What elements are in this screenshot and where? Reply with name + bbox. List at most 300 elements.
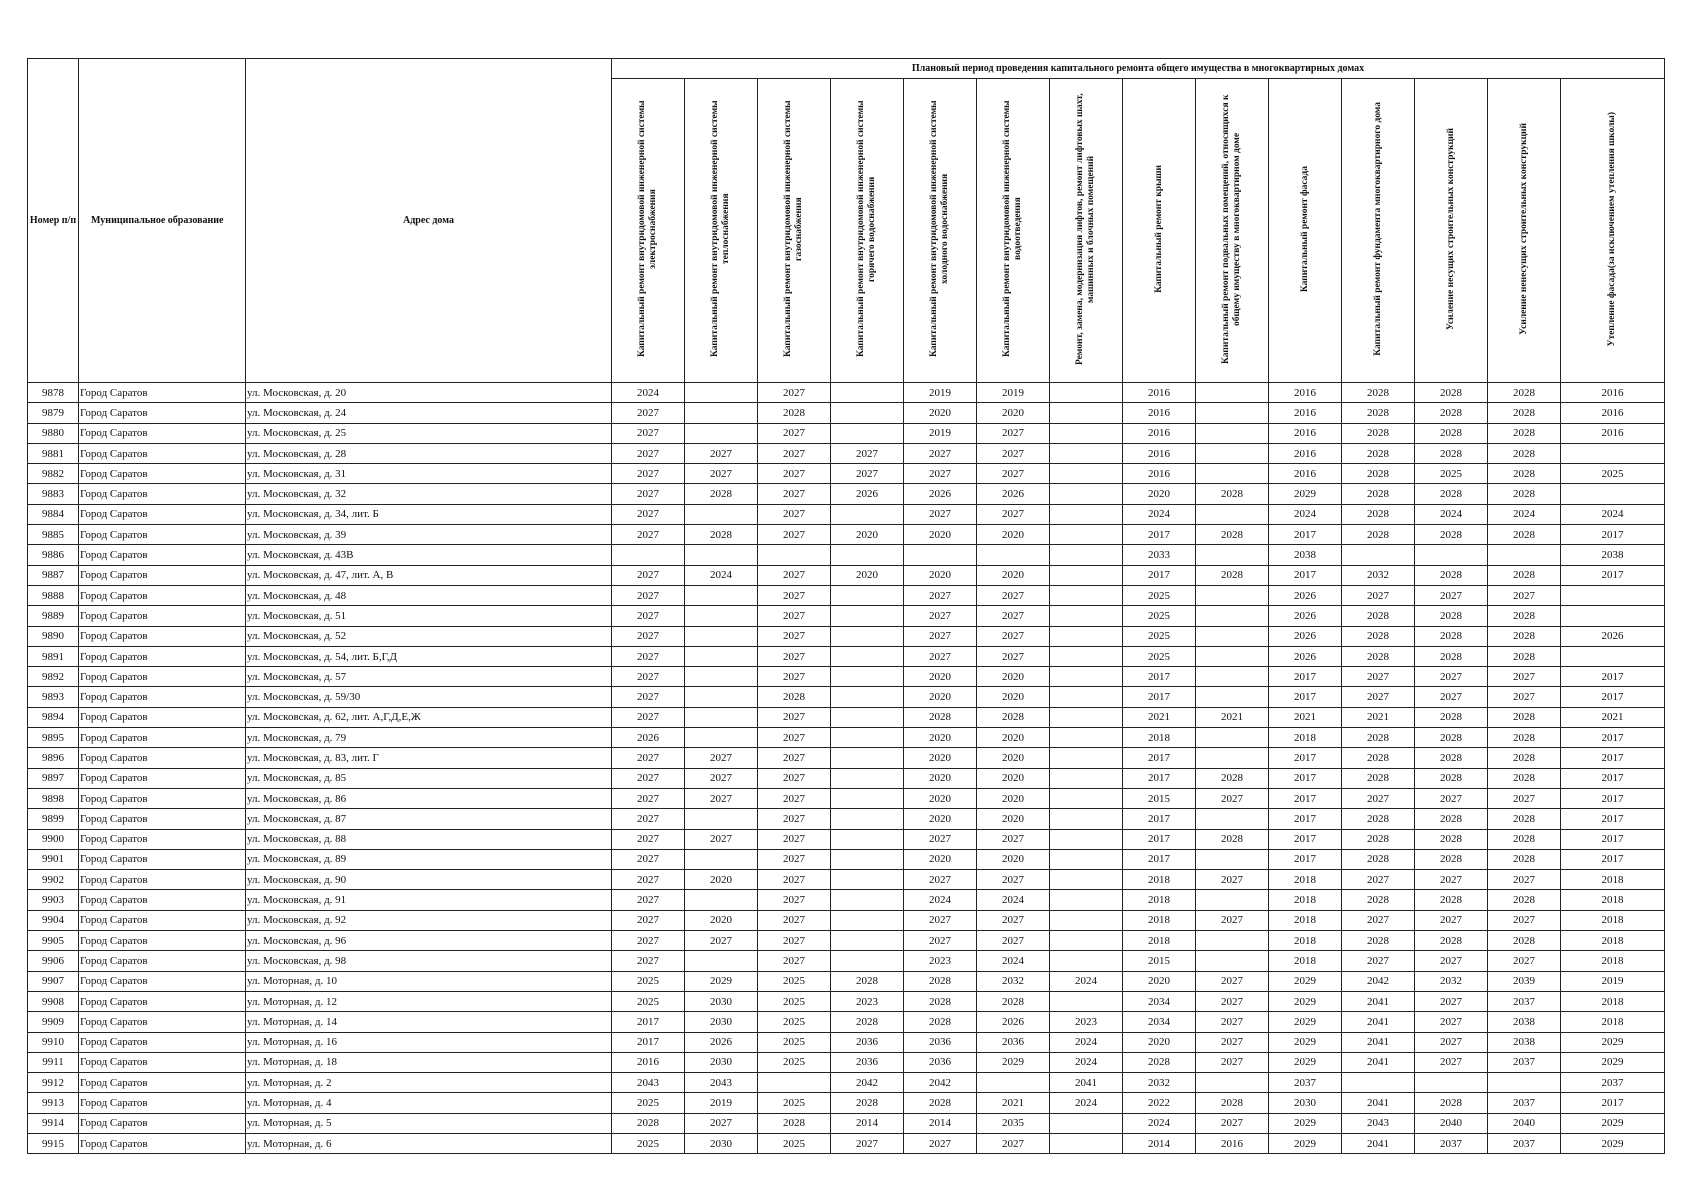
cell-year-5: 2020 (904, 768, 977, 788)
cell-address: ул. Московская, д. 57 (246, 667, 612, 687)
cell-year-4: 2020 (831, 565, 904, 585)
header-work-2 (685, 79, 758, 383)
cell-year-8: 2017 (1123, 809, 1196, 829)
header-work-label: Капитальный ремонт внутридомовой инженерной системы холодного водоснабжения (929, 100, 950, 358)
cell-address: ул. Московская, д. 47, лит. А, В (246, 565, 612, 585)
cell-number: 9906 (28, 951, 79, 971)
cell-year-5: 2024 (904, 890, 977, 910)
cell-address: ул. Моторная, д. 2 (246, 1073, 612, 1093)
cell-year-8: 2021 (1123, 707, 1196, 727)
cell-year-7 (1050, 707, 1123, 727)
cell-year-9 (1196, 464, 1269, 484)
cell-year-8: 2017 (1123, 748, 1196, 768)
cell-year-7 (1050, 809, 1123, 829)
cell-year-1: 2027 (612, 707, 685, 727)
cell-year-11: 2027 (1342, 687, 1415, 707)
cell-year-11: 2028 (1342, 931, 1415, 951)
cell-year-8: 2018 (1123, 931, 1196, 951)
cell-year-11: 2027 (1342, 667, 1415, 687)
cell-municipality: Город Саратов (79, 687, 246, 707)
cell-year-13: 2028 (1488, 809, 1561, 829)
cell-year-13: 2027 (1488, 585, 1561, 605)
cell-year-12: 2028 (1415, 423, 1488, 443)
header-work-5 (904, 79, 977, 383)
cell-year-3: 2027 (758, 464, 831, 484)
cell-year-13: 2027 (1488, 951, 1561, 971)
cell-year-13: 2028 (1488, 748, 1561, 768)
cell-year-6: 2027 (977, 870, 1050, 890)
cell-year-9 (1196, 667, 1269, 687)
cell-year-7 (1050, 748, 1123, 768)
cell-year-2 (685, 890, 758, 910)
cell-year-6: 2026 (977, 484, 1050, 504)
cell-year-10: 2016 (1269, 383, 1342, 403)
cell-year-6: 2020 (977, 768, 1050, 788)
cell-year-14: 2029 (1561, 1032, 1665, 1052)
cell-year-10: 2029 (1269, 1113, 1342, 1133)
table-row (28, 585, 1665, 605)
cell-year-7 (1050, 991, 1123, 1011)
cell-year-9 (1196, 809, 1269, 829)
cell-year-7 (1050, 626, 1123, 646)
table-row (28, 1032, 1665, 1052)
cell-year-7: 2024 (1050, 1052, 1123, 1072)
table-row (28, 606, 1665, 626)
cell-year-2 (685, 687, 758, 707)
cell-year-10: 2016 (1269, 464, 1342, 484)
cell-year-1: 2027 (612, 951, 685, 971)
cell-year-13: 2028 (1488, 707, 1561, 727)
cell-year-2: 2027 (685, 931, 758, 951)
cell-year-13: 2028 (1488, 849, 1561, 869)
cell-number: 9891 (28, 646, 79, 666)
cell-municipality: Город Саратов (79, 383, 246, 403)
cell-year-3: 2027 (758, 646, 831, 666)
cell-year-13: 2028 (1488, 525, 1561, 545)
cell-year-12: 2028 (1415, 1093, 1488, 1113)
cell-year-2 (685, 403, 758, 423)
cell-year-9: 2027 (1196, 991, 1269, 1011)
cell-year-9: 2028 (1196, 525, 1269, 545)
cell-number: 9880 (28, 423, 79, 443)
cell-year-11: 2041 (1342, 1052, 1415, 1072)
cell-year-10: 2029 (1269, 991, 1342, 1011)
cell-year-11: 2028 (1342, 443, 1415, 463)
cell-municipality: Город Саратов (79, 991, 246, 1011)
cell-year-2 (685, 809, 758, 829)
cell-year-4 (831, 849, 904, 869)
cell-year-5: 2027 (904, 443, 977, 463)
cell-year-1: 2027 (612, 464, 685, 484)
cell-year-5: 2019 (904, 423, 977, 443)
cell-year-10: 2021 (1269, 707, 1342, 727)
cell-year-14: 2016 (1561, 423, 1665, 443)
cell-year-10: 2026 (1269, 606, 1342, 626)
cell-number: 9895 (28, 728, 79, 748)
cell-year-3: 2025 (758, 1052, 831, 1072)
cell-year-13: 2037 (1488, 1133, 1561, 1153)
cell-year-9: 2028 (1196, 768, 1269, 788)
cell-municipality: Город Саратов (79, 585, 246, 605)
cell-year-13 (1488, 1073, 1561, 1093)
cell-year-9: 2027 (1196, 788, 1269, 808)
cell-year-1: 2027 (612, 809, 685, 829)
cell-address: ул. Московская, д. 32 (246, 484, 612, 504)
cell-year-7 (1050, 565, 1123, 585)
cell-year-11: 2028 (1342, 768, 1415, 788)
cell-year-5: 2028 (904, 1093, 977, 1113)
cell-year-14: 2018 (1561, 951, 1665, 971)
cell-address: ул. Московская, д. 98 (246, 951, 612, 971)
cell-year-14 (1561, 585, 1665, 605)
cell-year-2: 2030 (685, 1133, 758, 1153)
cell-year-4 (831, 504, 904, 524)
cell-year-12: 2028 (1415, 443, 1488, 463)
cell-year-14: 2026 (1561, 626, 1665, 646)
cell-year-14: 2029 (1561, 1052, 1665, 1072)
table-row (28, 1133, 1665, 1153)
cell-address: ул. Московская, д. 54, лит. Б,Г,Д (246, 646, 612, 666)
cell-year-2 (685, 728, 758, 748)
cell-year-9 (1196, 504, 1269, 524)
table-row (28, 626, 1665, 646)
cell-year-9: 2021 (1196, 707, 1269, 727)
cell-year-1: 2027 (612, 910, 685, 930)
cell-year-1: 2025 (612, 1093, 685, 1113)
cell-municipality: Город Саратов (79, 728, 246, 748)
table-row (28, 525, 1665, 545)
cell-year-6: 2020 (977, 667, 1050, 687)
cell-year-6: 2020 (977, 809, 1050, 829)
cell-municipality: Город Саратов (79, 707, 246, 727)
cell-year-12: 2028 (1415, 525, 1488, 545)
cell-year-13: 2027 (1488, 687, 1561, 707)
header-work-4 (831, 79, 904, 383)
cell-year-11: 2028 (1342, 484, 1415, 504)
cell-year-7 (1050, 870, 1123, 890)
cell-number: 9879 (28, 403, 79, 423)
cell-year-12: 2027 (1415, 951, 1488, 971)
cell-year-8: 2022 (1123, 1093, 1196, 1113)
cell-year-8: 2015 (1123, 788, 1196, 808)
cell-year-10: 2038 (1269, 545, 1342, 565)
cell-year-12: 2040 (1415, 1113, 1488, 1133)
cell-year-10: 2026 (1269, 626, 1342, 646)
cell-year-10: 2026 (1269, 585, 1342, 605)
cell-year-4 (831, 788, 904, 808)
cell-year-8: 2020 (1123, 484, 1196, 504)
cell-year-8: 2025 (1123, 646, 1196, 666)
cell-year-13: 2040 (1488, 1113, 1561, 1133)
cell-year-12: 2027 (1415, 585, 1488, 605)
cell-year-5: 2020 (904, 748, 977, 768)
cell-year-13: 2028 (1488, 890, 1561, 910)
cell-year-2 (685, 707, 758, 727)
cell-year-5: 2027 (904, 464, 977, 484)
cell-year-7 (1050, 646, 1123, 666)
cell-year-7 (1050, 484, 1123, 504)
header-work-8 (1123, 79, 1196, 383)
cell-year-4 (831, 626, 904, 646)
cell-year-10: 2016 (1269, 403, 1342, 423)
cell-year-7: 2024 (1050, 971, 1123, 991)
cell-municipality: Город Саратов (79, 1073, 246, 1093)
cell-number: 9882 (28, 464, 79, 484)
header-work-label: Капитальный ремонт внутридомовой инженерной системы электроснабжения (637, 100, 658, 358)
cell-year-9: 2027 (1196, 870, 1269, 890)
cell-year-11: 2028 (1342, 504, 1415, 524)
cell-year-9: 2016 (1196, 1133, 1269, 1153)
cell-year-13: 2038 (1488, 1012, 1561, 1032)
cell-year-11: 2027 (1342, 951, 1415, 971)
cell-year-13: 2028 (1488, 423, 1561, 443)
header-municipality: Муниципальное образование (79, 59, 246, 383)
table-row (28, 383, 1665, 403)
cell-year-3: 2027 (758, 383, 831, 403)
cell-municipality: Город Саратов (79, 443, 246, 463)
cell-year-14: 2018 (1561, 910, 1665, 930)
cell-year-7 (1050, 585, 1123, 605)
cell-year-11: 2027 (1342, 788, 1415, 808)
cell-municipality: Город Саратов (79, 910, 246, 930)
cell-year-2 (685, 606, 758, 626)
header-work-11 (1342, 79, 1415, 383)
cell-year-13 (1488, 545, 1561, 565)
cell-year-14: 2037 (1561, 1073, 1665, 1093)
cell-year-12: 2027 (1415, 910, 1488, 930)
cell-address: ул. Московская, д. 89 (246, 849, 612, 869)
header-work-label: Капитальный ремонт внутридомовой инженерной системы теплоснабжения (710, 100, 731, 358)
cell-year-4: 2036 (831, 1052, 904, 1072)
cell-year-6: 2027 (977, 1133, 1050, 1153)
table-row (28, 484, 1665, 504)
cell-municipality: Город Саратов (79, 464, 246, 484)
cell-municipality: Город Саратов (79, 525, 246, 545)
cell-year-1: 2027 (612, 849, 685, 869)
cell-year-8: 2016 (1123, 403, 1196, 423)
cell-year-3: 2025 (758, 991, 831, 1011)
cell-year-7 (1050, 931, 1123, 951)
cell-year-8: 2017 (1123, 525, 1196, 545)
cell-year-10: 2017 (1269, 565, 1342, 585)
cell-year-8: 2015 (1123, 951, 1196, 971)
cell-year-4 (831, 545, 904, 565)
cell-year-13: 2028 (1488, 383, 1561, 403)
cell-year-14: 2017 (1561, 1093, 1665, 1113)
cell-municipality: Город Саратов (79, 423, 246, 443)
cell-year-10: 2029 (1269, 1032, 1342, 1052)
cell-number: 9914 (28, 1113, 79, 1133)
cell-year-3: 2027 (758, 667, 831, 687)
cell-year-3: 2027 (758, 504, 831, 524)
cell-year-6: 2027 (977, 464, 1050, 484)
cell-year-2 (685, 383, 758, 403)
cell-address: ул. Моторная, д. 16 (246, 1032, 612, 1052)
cell-address: ул. Московская, д. 83, лит. Г (246, 748, 612, 768)
cell-year-14 (1561, 443, 1665, 463)
cell-year-9 (1196, 728, 1269, 748)
cell-year-4 (831, 707, 904, 727)
cell-year-7 (1050, 910, 1123, 930)
cell-year-13: 2039 (1488, 971, 1561, 991)
cell-year-1: 2027 (612, 484, 685, 504)
table-row (28, 991, 1665, 1011)
cell-year-9: 2028 (1196, 1093, 1269, 1113)
cell-year-2: 2030 (685, 991, 758, 1011)
cell-year-2: 2028 (685, 525, 758, 545)
cell-year-6: 2036 (977, 1032, 1050, 1052)
cell-year-11: 2021 (1342, 707, 1415, 727)
cell-year-5: 2027 (904, 646, 977, 666)
cell-year-1: 2017 (612, 1012, 685, 1032)
cell-year-11: 2028 (1342, 606, 1415, 626)
header-period-group: Плановый период проведения капитального ремонта общего имущества в многоквартирных домах (612, 59, 1665, 79)
cell-year-1: 2027 (612, 646, 685, 666)
cell-year-14: 2018 (1561, 991, 1665, 1011)
cell-year-9: 2028 (1196, 829, 1269, 849)
cell-year-9: 2027 (1196, 1052, 1269, 1072)
cell-year-11: 2028 (1342, 748, 1415, 768)
cell-year-10: 2016 (1269, 443, 1342, 463)
cell-year-7: 2023 (1050, 1012, 1123, 1032)
header-work-label: Усиление несущих строительных конструкций (1445, 127, 1456, 331)
cell-year-14: 2017 (1561, 829, 1665, 849)
cell-year-8: 2016 (1123, 443, 1196, 463)
cell-year-10: 2024 (1269, 504, 1342, 524)
cell-year-2 (685, 504, 758, 524)
cell-year-8: 2017 (1123, 829, 1196, 849)
cell-year-12: 2028 (1415, 849, 1488, 869)
cell-year-1: 2027 (612, 525, 685, 545)
cell-year-11: 2028 (1342, 809, 1415, 829)
cell-year-8: 2016 (1123, 423, 1196, 443)
cell-address: ул. Московская, д. 51 (246, 606, 612, 626)
cell-year-12: 2027 (1415, 1052, 1488, 1072)
cell-year-13: 2028 (1488, 606, 1561, 626)
cell-year-14: 2038 (1561, 545, 1665, 565)
cell-year-12: 2028 (1415, 626, 1488, 646)
cell-year-5: 2036 (904, 1032, 977, 1052)
cell-year-8: 2034 (1123, 1012, 1196, 1032)
cell-municipality: Город Саратов (79, 1012, 246, 1032)
cell-year-13: 2037 (1488, 1093, 1561, 1113)
cell-year-9 (1196, 646, 1269, 666)
cell-year-3: 2028 (758, 687, 831, 707)
cell-address: ул. Московская, д. 92 (246, 910, 612, 930)
cell-year-5: 2028 (904, 707, 977, 727)
cell-year-11: 2027 (1342, 910, 1415, 930)
cell-year-13: 2028 (1488, 768, 1561, 788)
cell-year-7: 2024 (1050, 1032, 1123, 1052)
cell-year-14 (1561, 606, 1665, 626)
cell-year-13: 2038 (1488, 1032, 1561, 1052)
cell-year-2 (685, 626, 758, 646)
cell-year-4 (831, 870, 904, 890)
header-work-13 (1488, 79, 1561, 383)
cell-year-9 (1196, 403, 1269, 423)
cell-municipality: Город Саратов (79, 1133, 246, 1153)
cell-year-10: 2018 (1269, 951, 1342, 971)
table-row (28, 707, 1665, 727)
cell-year-6: 2020 (977, 687, 1050, 707)
cell-year-4: 2027 (831, 443, 904, 463)
cell-year-1: 2027 (612, 788, 685, 808)
cell-year-10: 2018 (1269, 870, 1342, 890)
header-work-10 (1269, 79, 1342, 383)
cell-year-4: 2036 (831, 1032, 904, 1052)
cell-year-12: 2028 (1415, 606, 1488, 626)
cell-year-8: 2025 (1123, 626, 1196, 646)
cell-year-9 (1196, 951, 1269, 971)
cell-year-4 (831, 910, 904, 930)
cell-year-8: 2017 (1123, 667, 1196, 687)
cell-year-4: 2014 (831, 1113, 904, 1133)
cell-year-14: 2019 (1561, 971, 1665, 991)
cell-year-4 (831, 423, 904, 443)
cell-year-5: 2027 (904, 504, 977, 524)
cell-year-10: 2037 (1269, 1073, 1342, 1093)
cell-year-14: 2018 (1561, 870, 1665, 890)
cell-year-2: 2027 (685, 443, 758, 463)
cell-municipality: Город Саратов (79, 1113, 246, 1133)
table-row (28, 443, 1665, 463)
cell-year-3: 2025 (758, 1093, 831, 1113)
cell-year-11: 2042 (1342, 971, 1415, 991)
cell-municipality: Город Саратов (79, 849, 246, 869)
cell-year-2: 2020 (685, 910, 758, 930)
cell-year-4: 2027 (831, 464, 904, 484)
cell-year-2 (685, 545, 758, 565)
header-work-label: Капитальный ремонт фундамента многоквартирного дома (1372, 102, 1383, 356)
cell-year-3: 2027 (758, 484, 831, 504)
cell-year-11: 2028 (1342, 403, 1415, 423)
cell-year-5: 2027 (904, 626, 977, 646)
cell-year-3 (758, 1073, 831, 1093)
cell-year-1: 2027 (612, 606, 685, 626)
cell-year-1: 2027 (612, 768, 685, 788)
table-row (28, 423, 1665, 443)
cell-year-12: 2028 (1415, 931, 1488, 951)
cell-year-5: 2028 (904, 971, 977, 991)
header-work-label: Капитальный ремонт фасада (1299, 165, 1310, 293)
cell-year-4: 2027 (831, 1133, 904, 1153)
header-work-label: Капитальный ремонт внутридомовой инженерной системы горячего водоснабжения (856, 100, 877, 358)
cell-number: 9902 (28, 870, 79, 890)
cell-year-8: 2024 (1123, 1113, 1196, 1133)
cell-year-2 (685, 585, 758, 605)
cell-number: 9894 (28, 707, 79, 727)
cell-year-12: 2028 (1415, 809, 1488, 829)
cell-year-7: 2024 (1050, 1093, 1123, 1113)
cell-year-12: 2027 (1415, 788, 1488, 808)
cell-year-14: 2017 (1561, 768, 1665, 788)
cell-year-9 (1196, 849, 1269, 869)
cell-year-13: 2028 (1488, 626, 1561, 646)
cell-year-1: 2027 (612, 829, 685, 849)
cell-municipality: Город Саратов (79, 646, 246, 666)
cell-year-10: 2017 (1269, 525, 1342, 545)
cell-year-6: 2027 (977, 443, 1050, 463)
header-work-label: Капитальный ремонт крыши (1153, 165, 1164, 293)
cell-year-10: 2017 (1269, 788, 1342, 808)
table-row (28, 931, 1665, 951)
cell-year-10: 2030 (1269, 1093, 1342, 1113)
header-work-label: Ремонт, замена, модернизация лифтов, ремонт лифтовых шахт, машинных и блочных помещений (1075, 93, 1096, 365)
cell-year-8: 2017 (1123, 849, 1196, 869)
cell-year-9: 2028 (1196, 484, 1269, 504)
cell-year-1: 2024 (612, 383, 685, 403)
capital-repair-schedule-table (27, 58, 1665, 1154)
